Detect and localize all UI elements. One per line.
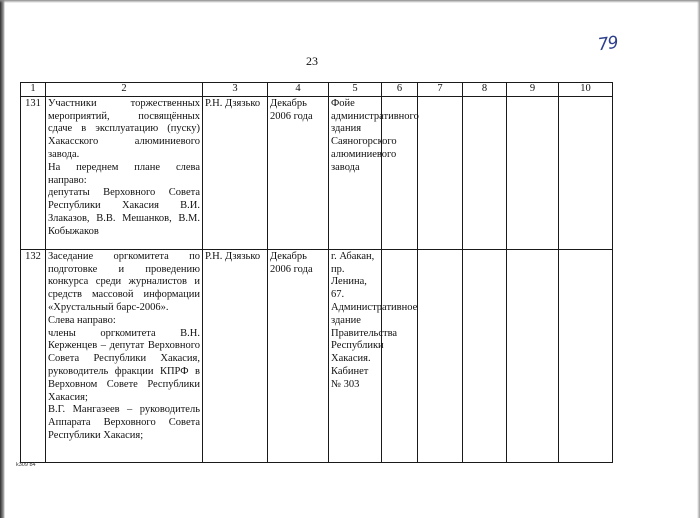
scan-shadow-left xyxy=(0,0,5,518)
item-col-10 xyxy=(559,96,613,249)
header-col-1: 1 xyxy=(21,83,46,97)
item-place: Фойе административного здания Саяногорского алюминиевого завода xyxy=(329,96,382,249)
item-col-7 xyxy=(418,249,463,462)
header-col-10: 10 xyxy=(559,83,613,97)
item-date: Декабрь 2006 года xyxy=(268,249,329,462)
item-author: Р.Н. Дзязько xyxy=(203,96,268,249)
header-col-6: 6 xyxy=(382,83,418,97)
item-date: Декабрь 2006 года xyxy=(268,96,329,249)
item-col-8 xyxy=(463,249,507,462)
header-col-8: 8 xyxy=(463,83,507,97)
registry-table xyxy=(20,82,613,463)
header-col-9: 9 xyxy=(507,83,559,97)
table-row xyxy=(21,249,613,462)
scan-shadow-top xyxy=(0,0,700,3)
header-col-4: 4 xyxy=(268,83,329,97)
header-row xyxy=(21,83,613,97)
header-col-2: 2 xyxy=(46,83,203,97)
item-place: г. Абакан, пр. Ленина, 67. Административное здание Правительства Республики Хакасия. Кабинет № 303 xyxy=(329,249,382,462)
header-col-7: 7 xyxy=(418,83,463,97)
item-col-8 xyxy=(463,96,507,249)
item-col-9 xyxy=(507,96,559,249)
archive-page-number: 79 xyxy=(596,32,619,56)
item-description: Участники торжественных мероприятий, посвящённых сдаче в эксплуатацию (пуску) Хакасского алюминиевого завода. На переднем плане слева направо: депутаты Верховного Совета Республики Хакасия В.И. Злаказов, В.В. Мешанков, В.М. Кобыжаков xyxy=(46,96,203,249)
item-description: Заседание оргкомитета по подготовке и проведению конкурса среди журналистов и средств массовой информации «Хрустальный барс-2006». Слева направо: члены оргкомитета В.Н. Керженцев – депутат Верховного Совета Республики Хакасия, руководитель фракции КПРФ в Верховном Совете Республики Хакасия; В.Г. Мангазеев – руководитель Аппарата Верховного Совета Республики Хакасия; xyxy=(46,249,203,462)
table-body xyxy=(21,96,613,462)
footer-mark: k309 b4 xyxy=(16,462,36,468)
page-number: 23 xyxy=(306,54,318,68)
header-col-3: 3 xyxy=(203,83,268,97)
table-header xyxy=(21,83,613,97)
table-row xyxy=(21,96,613,249)
item-col-7 xyxy=(418,96,463,249)
item-number: 132 xyxy=(21,249,46,462)
item-col-6 xyxy=(382,249,418,462)
item-col-10 xyxy=(559,249,613,462)
item-number: 131 xyxy=(21,96,46,249)
item-col-9 xyxy=(507,249,559,462)
header-col-5: 5 xyxy=(329,83,382,97)
item-author: Р.Н. Дзязько xyxy=(203,249,268,462)
